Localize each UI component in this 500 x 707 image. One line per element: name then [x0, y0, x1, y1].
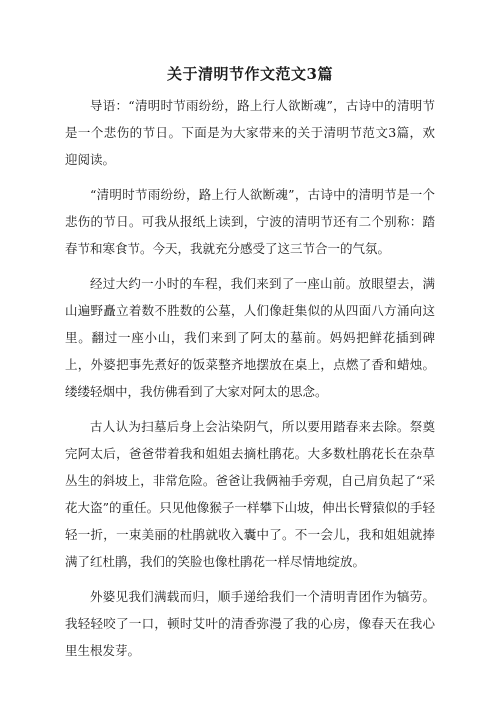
- paragraph-intro: 导语：“清明时节雨纷纷，路上行人欲断魂”，古诗中的清明节是一个悲伤的节日。下面是为大家带来的关于清明节范文3篇，欢迎阅读。: [65, 98, 435, 167]
- paragraph-3: 古人认为扫墓后身上会沾染阴气，所以要用踏春来去除。祭奠完阿太后，爸爸带着我和姐姐去摘杜鹃花。大多数杜鹃花长在杂草丛生的斜坡上，非常危险。爸爸让我俩袖手旁观，自己肩负起了“采花大盗”的重任。只见他像猴子一样攀下山坡，伸出长臂猿似的手轻轻一折，一束美丽的杜鹃就收入囊中了。不一会儿，我和姐姐就捧满了红杜鹃，我们的笑脸也像杜鹃花一样尽情地绽放。: [65, 419, 435, 569]
- document-body: [65, 92, 435, 672]
- document-title: 关于清明节作文范文3篇: [167, 65, 333, 83]
- paragraph-2: 经过大约一小时的车程，我们来到了一座山前。放眼望去，满山遍野矗立着数不胜数的公墓，人们像赶集似的从四面八方涌向这里。翻过一座小山，我们来到了阿太的墓前。妈妈把鲜花插到碑上，外婆把事先煮好的饭菜整齐地摆放在桌上，点燃了香和蜡烛。缕缕轻烟中，我仿佛看到了大家对阿太的思念。: [65, 276, 435, 399]
- paragraph-1: “清明时节雨纷纷，路上行人欲断魂”，古诗中的清明节是一个悲伤的节日。可我从报纸上读到，宁波的清明节还有二个别称：踏春节和寒食节。今天，我就充分感受了这三节合一的气氛。: [65, 187, 435, 256]
- paragraph-4: 外婆见我们满载而归，顺手递给我们一个清明青团作为犒劳。我轻轻咬了一口，顿时艾叶的清香弥漫了我的心房，像春天在我心里生根发芽。: [65, 589, 435, 658]
